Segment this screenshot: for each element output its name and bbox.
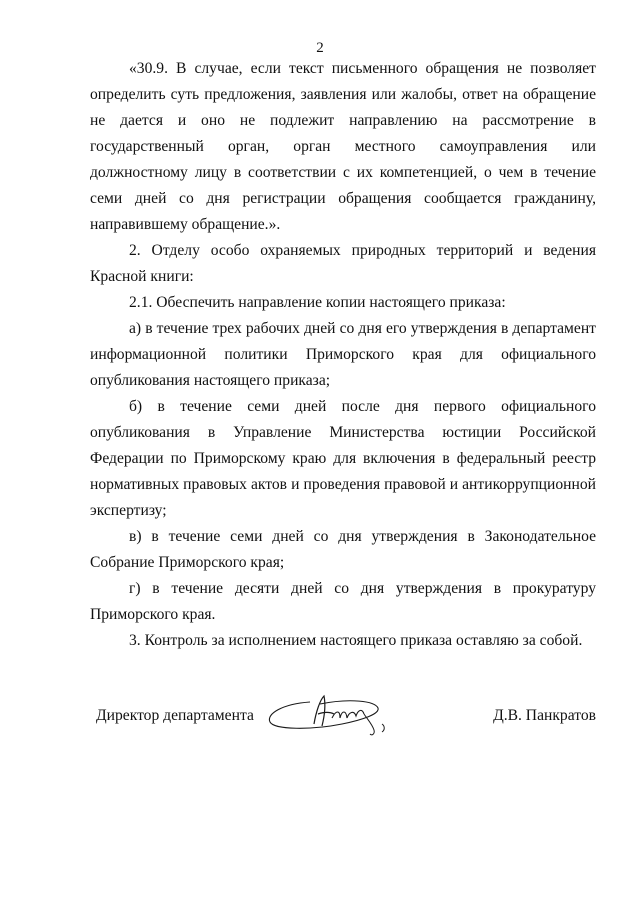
paragraph-3: 3. Контроль за исполнением настоящего приказа оставляю за собой. [129, 632, 583, 649]
paragraph-30-9: «30.9. В случае, если текст письменного обращения не позволяет определить суть предложения, заявления или жалобы, ответ на обращение не дается и оно не подлежит направлению на рассмотрение в государственный орган, орган местного самоуправления или должностному лицу в соответствии с их компетенцией, о чем в течение семи дней со дня регистрации обращения сообщается гражданину, направившему обращение.». [90, 60, 596, 233]
paragraph-2-1: 2.1. Обеспечить направление копии настоящего приказа: [129, 294, 506, 311]
document-body [90, 56, 596, 654]
paragraph-a: а) в течение трех рабочих дней со дня его утверждения в департамент информационной политики Приморского края для официального опубликования настоящего приказа; [90, 320, 596, 389]
paragraph-2: 2. Отделу особо охраняемых природных территорий и ведения Красной книги: [90, 242, 596, 285]
page-number: 2 [316, 40, 324, 56]
paragraph-v: в) в течение семи дней со дня утверждения в Законодательное Собрание Приморского края; [90, 528, 596, 571]
signatory-position: Директор департамента [96, 707, 254, 724]
handwritten-signature [262, 688, 402, 740]
paragraph-g: г) в течение десяти дней со дня утверждения в прокуратуру Приморского края. [90, 580, 596, 623]
paragraph-b: б) в течение семи дней после дня первого официального опубликования в Управление Министерства юстиции Российской Федерации по Приморскому краю для включения в федеральный реестр нормативных правовых актов и проведения правовой и антикоррупционной экспертизу; [90, 398, 596, 519]
signatory-name: Д.В. Панкратов [493, 707, 596, 724]
